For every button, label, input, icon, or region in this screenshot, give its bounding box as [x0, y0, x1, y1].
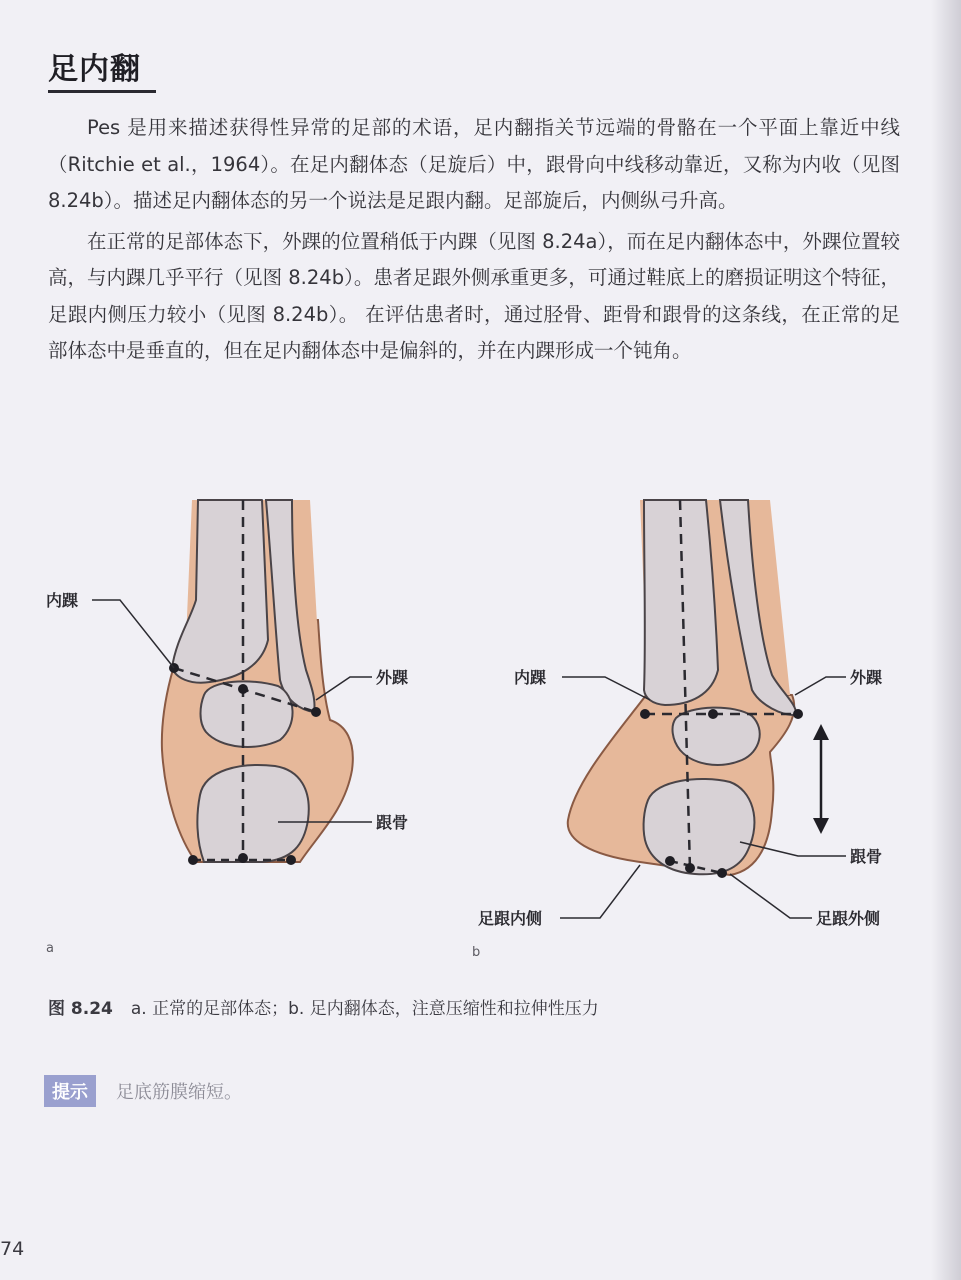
figure-a-point: [238, 853, 248, 863]
figure-b-illustration: [560, 500, 846, 918]
figure-a-label-lateral-malleolus: 外踝: [376, 668, 409, 687]
figure-a-point: [188, 855, 198, 865]
figure-b-label-calcaneus: 跟骨: [850, 847, 883, 866]
figure-a-label-calcaneus: 跟骨: [376, 813, 409, 832]
figure-caption-number: 图 8.24: [48, 999, 113, 1019]
figure-b-label-lateral-malleolus: 外踝: [850, 668, 883, 687]
figure-b-leader-medial-heel: [560, 865, 640, 918]
figure-caption: [48, 994, 599, 1019]
figure-caption-text: a. 正常的足部体态；b. 足内翻体态，注意压缩性和拉伸性压力: [130, 999, 599, 1019]
heading-underline: [48, 90, 156, 93]
figure-b-point: [708, 709, 718, 719]
figure-b-leader-medial: [562, 677, 650, 700]
page-number: 74: [0, 1238, 25, 1260]
figure-b-tibia: [644, 500, 718, 705]
body-text: [48, 110, 900, 374]
figure-b-point: [640, 709, 650, 719]
figure-b-leader-lateral: [795, 677, 846, 695]
figure-a-illustration: [92, 500, 372, 865]
figure-b-point: [685, 863, 695, 873]
figure-a-point: [311, 707, 321, 717]
figure-a-leader-medial: [92, 600, 174, 668]
figure-8-24: [0, 490, 961, 980]
figure-b-point: [665, 856, 675, 866]
tip-badge: 提示: [44, 1075, 96, 1107]
figure-b-label-medial-heel: 足跟内侧: [478, 909, 543, 928]
figure-b-label-medial-malleolus: 内踝: [514, 668, 547, 687]
figure-b-calcaneus: [644, 779, 755, 874]
figure-a-tibia: [172, 500, 268, 683]
figure-b-sublabel: b: [472, 945, 481, 960]
section-heading: 足内翻: [48, 52, 141, 87]
figure-a-label-medial-malleolus: 内踝: [46, 591, 79, 610]
figure-b-leader-lateral-heel: [730, 874, 812, 918]
figure-a-point: [286, 855, 296, 865]
figure-b-height-arrow: [813, 724, 829, 834]
paragraph-2: 在正常的足部体态下，外踝的位置稍低于内踝（见图 8.24a），而在足内翻体态中，外踝位置较高，与内踝几乎平行（见图 8.24b）。患者足跟外侧承重更多，可通过鞋底上的磨损证明这个特征，足跟内侧压力较小（见图 8.24b）。 在评估患者时，通过胫骨、距骨和跟骨的这条线，在正常的足部体态中是垂直的，但在足内翻体态中是偏斜的，并在内踝形成一个钝角。: [48, 229, 900, 362]
figure-b-point: [793, 709, 803, 719]
figure-a-sublabel: a: [46, 941, 54, 956]
paragraph-1: Pes 是用来描述获得性异常的足部的术语，足内翻指关节远端的骨骼在一个平面上靠近中线（Ritchie et al.，1964）。在足内翻体态（足旋后）中，跟骨向中线移动靠近，又称为内收（见图 8.24b）。描述足内翻体态的另一个说法是足跟内翻。足部旋后，内侧纵弓升高。: [48, 116, 900, 212]
figure-a-point: [238, 684, 248, 694]
figure-b-label-lateral-heel: 足跟外侧: [816, 909, 881, 928]
figure-b-point: [717, 868, 727, 878]
figure-a-calcaneus: [197, 765, 308, 862]
tip-box: [44, 1075, 242, 1107]
tip-text: 足底筋膜缩短。: [116, 1082, 242, 1103]
